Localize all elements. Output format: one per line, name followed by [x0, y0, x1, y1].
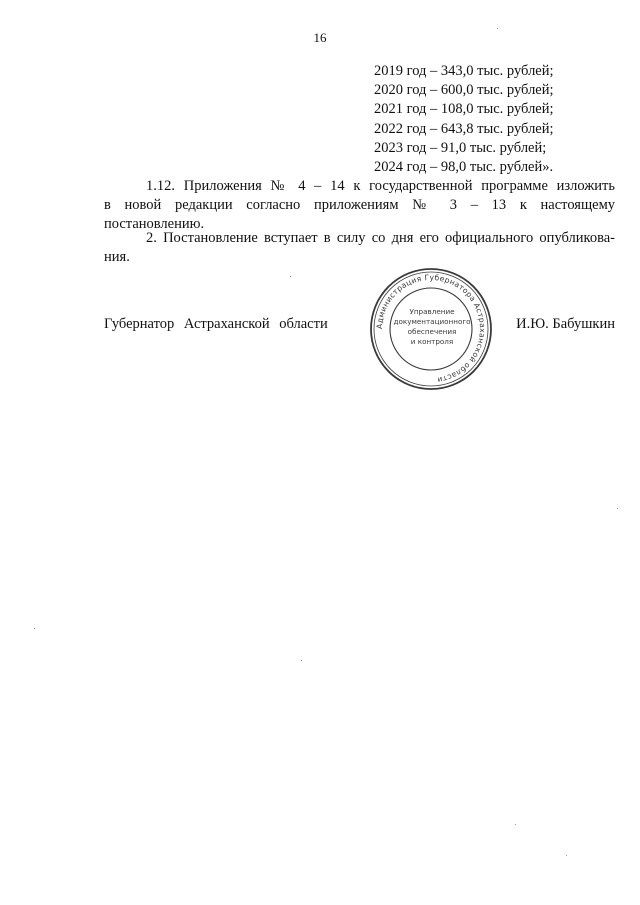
scan-speck [301, 660, 302, 661]
svg-text:и контроля: и контроля [410, 337, 454, 346]
official-seal [369, 267, 493, 391]
paragraph-line: в новой редакции согласно приложениям № 3 – 13 к настоящему [104, 197, 615, 213]
funding-list [374, 62, 554, 177]
paragraph-line: 1.12. Приложения № 4 – 14 к государственной программе изложить [146, 178, 615, 194]
svg-text:обеспечения: обеспечения [407, 327, 457, 336]
paragraph-2 [104, 229, 615, 267]
paragraph-1-12 [104, 177, 615, 234]
scan-speck [34, 628, 35, 629]
scan-speck [290, 276, 291, 277]
seal-stamp-graphic [369, 267, 493, 391]
funding-list-item: 2024 год – 98,0 тыс. рублей». [374, 159, 554, 176]
page-number: 16 [313, 30, 327, 45]
signature-name: И.Ю. Бабушкин [516, 316, 615, 332]
funding-list-item: 2021 год – 108,0 тыс. рублей; [374, 101, 554, 118]
funding-list-item: 2020 год – 600,0 тыс. рублей; [374, 82, 554, 99]
funding-list-item: 2023 год – 91,0 тыс. рублей; [374, 139, 547, 156]
paragraph-line: 2. Постановление вступает в силу со дня его официального опубликова- [146, 230, 615, 246]
scan-speck [617, 508, 618, 509]
funding-list-item: 2022 год – 643,8 тыс. рублей; [374, 120, 554, 137]
svg-text:Управление: Управление [409, 307, 455, 316]
paragraph-line: ния. [104, 249, 130, 265]
scan-speck [515, 824, 516, 825]
scan-speck [566, 855, 567, 856]
svg-text:документационного: документационного [393, 317, 471, 326]
svg-text:Администрация Губернатора Астр: Администрация Губернатора Астраханской области [374, 272, 488, 385]
signature-title: Губернатор Астраханской области [104, 316, 328, 332]
scan-speck [497, 28, 498, 29]
funding-list-item: 2019 год – 343,0 тыс. рублей; [374, 63, 554, 79]
paragraph-line: постановлению. [104, 216, 205, 232]
